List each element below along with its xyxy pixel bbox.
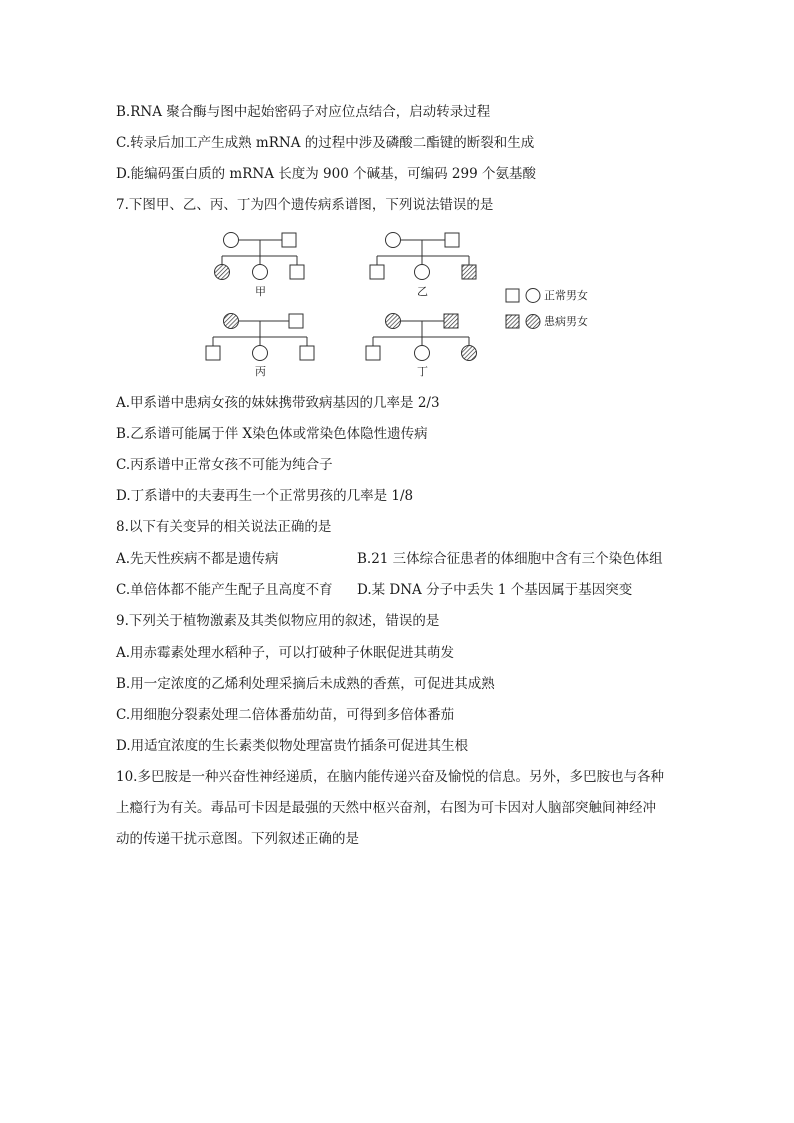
yi-mother-normal bbox=[386, 233, 401, 248]
jia-father-normal bbox=[282, 233, 296, 247]
pedigree-bing bbox=[206, 314, 314, 361]
yi-normal-daughter bbox=[415, 265, 430, 280]
ding-affected-mother bbox=[386, 314, 401, 329]
bing-father-normal bbox=[289, 314, 303, 328]
q9-option-c: C.用细胞分裂素处理二倍体番茄幼苗，可得到多倍体番茄 bbox=[116, 707, 455, 723]
label-jia: 甲 bbox=[255, 285, 266, 298]
bing-affected-mother bbox=[224, 314, 239, 329]
q7-option-a: A.甲系谱中患病女孩的妹妹携带致病基因的几率是 2/3 bbox=[116, 395, 440, 411]
q9-option-b: B.用一定浓度的乙烯利处理采摘后未成熟的香蕉，可促进其成熟 bbox=[116, 676, 495, 692]
q8-option-d: D.某 DNA 分子中丢失 1 个基因属于基因突变 bbox=[357, 582, 633, 598]
ding-normal-son bbox=[366, 346, 380, 360]
legend-affected-female-icon bbox=[526, 315, 540, 329]
pedigree-legend bbox=[506, 289, 540, 329]
label-bing: 丙 bbox=[255, 365, 266, 377]
yi-father-normal bbox=[445, 233, 459, 247]
q7-option-d: D.丁系谱中的夫妻再生一个正常男孩的几率是 1/8 bbox=[116, 488, 414, 504]
q7-option-c: C.丙系谱中正常女孩不可能为纯合子 bbox=[116, 457, 333, 473]
q8-stem: 8.以下有关变异的相关说法正确的是 bbox=[116, 519, 332, 535]
label-ding: 丁 bbox=[417, 365, 428, 377]
q10-stem-line-3: 动的传递干扰示意图。下列叙述正确的是 bbox=[116, 831, 359, 847]
legend-normal-label: 正常男女 bbox=[544, 289, 588, 302]
q8-option-a: A.先天性疾病不都是遗传病 bbox=[116, 551, 279, 567]
legend-normal-female-icon bbox=[526, 289, 540, 303]
jia-affected-daughter bbox=[215, 265, 230, 280]
jia-mother-normal bbox=[224, 233, 239, 248]
q8-option-b: B.21 三体综合征患者的体细胞中含有三个染色体组 bbox=[357, 551, 663, 567]
pedigree-yi bbox=[370, 233, 476, 280]
bing-normal-son bbox=[206, 346, 220, 360]
label-yi: 乙 bbox=[417, 285, 428, 298]
legend-affected-label: 患病男女 bbox=[544, 315, 588, 328]
jia-normal-daughter bbox=[253, 265, 268, 280]
jia-normal-son bbox=[290, 265, 304, 279]
ding-normal-daughter bbox=[415, 346, 430, 361]
legend-affected-male-icon bbox=[506, 315, 519, 328]
pedigree-figure bbox=[205, 227, 595, 377]
q6-option-c: C.转录后加工产生成熟 mRNA 的过程中涉及磷酸二酯键的断裂和生成 bbox=[116, 135, 535, 151]
q7-option-b: B.乙系谱可能属于伴 X染色体或常染色体隐性遗传病 bbox=[116, 426, 428, 442]
q9-option-d: D.用适宜浓度的生长素类似物处理富贵竹插条可促进其生根 bbox=[116, 738, 469, 754]
q10-stem-line-1: 10.多巴胺是一种兴奋性神经递质，在脑内能传递兴奋及愉悦的信息。另外，多巴胺也与各种 bbox=[116, 769, 664, 785]
pedigree-jia bbox=[215, 233, 305, 280]
q8-option-c: C.单倍体都不能产生配子且高度不育 bbox=[116, 582, 333, 598]
q7-stem: 7.下图甲、乙、丙、丁为四个遗传病系谱图，下列说法错误的是 bbox=[116, 197, 494, 213]
q9-stem: 9.下列关于植物激素及其类似物应用的叙述，错误的是 bbox=[116, 613, 440, 629]
yi-affected-son bbox=[462, 265, 476, 279]
yi-normal-son bbox=[370, 265, 384, 279]
q9-option-a: A.用赤霉素处理水稻种子，可以打破种子休眠促进其萌发 bbox=[116, 645, 455, 661]
ding-affected-daughter bbox=[462, 346, 477, 361]
pedigree-ding bbox=[366, 314, 477, 361]
bing-normal-son-2 bbox=[300, 346, 314, 360]
legend-normal-male-icon bbox=[506, 289, 519, 302]
q6-option-d: D.能编码蛋白质的 mRNA 长度为 900 个碱基，可编码 299 个氨基酸 bbox=[116, 166, 536, 182]
ding-affected-father bbox=[444, 314, 458, 328]
q6-option-b: B.RNA 聚合酶与图中起始密码子对应位点结合，启动转录过程 bbox=[116, 104, 491, 120]
bing-normal-daughter bbox=[253, 346, 268, 361]
q10-stem-line-2: 上瘾行为有关。毒品可卡因是最强的天然中枢兴奋剂，右图为可卡因对人脑部突触间神经冲 bbox=[116, 800, 656, 816]
